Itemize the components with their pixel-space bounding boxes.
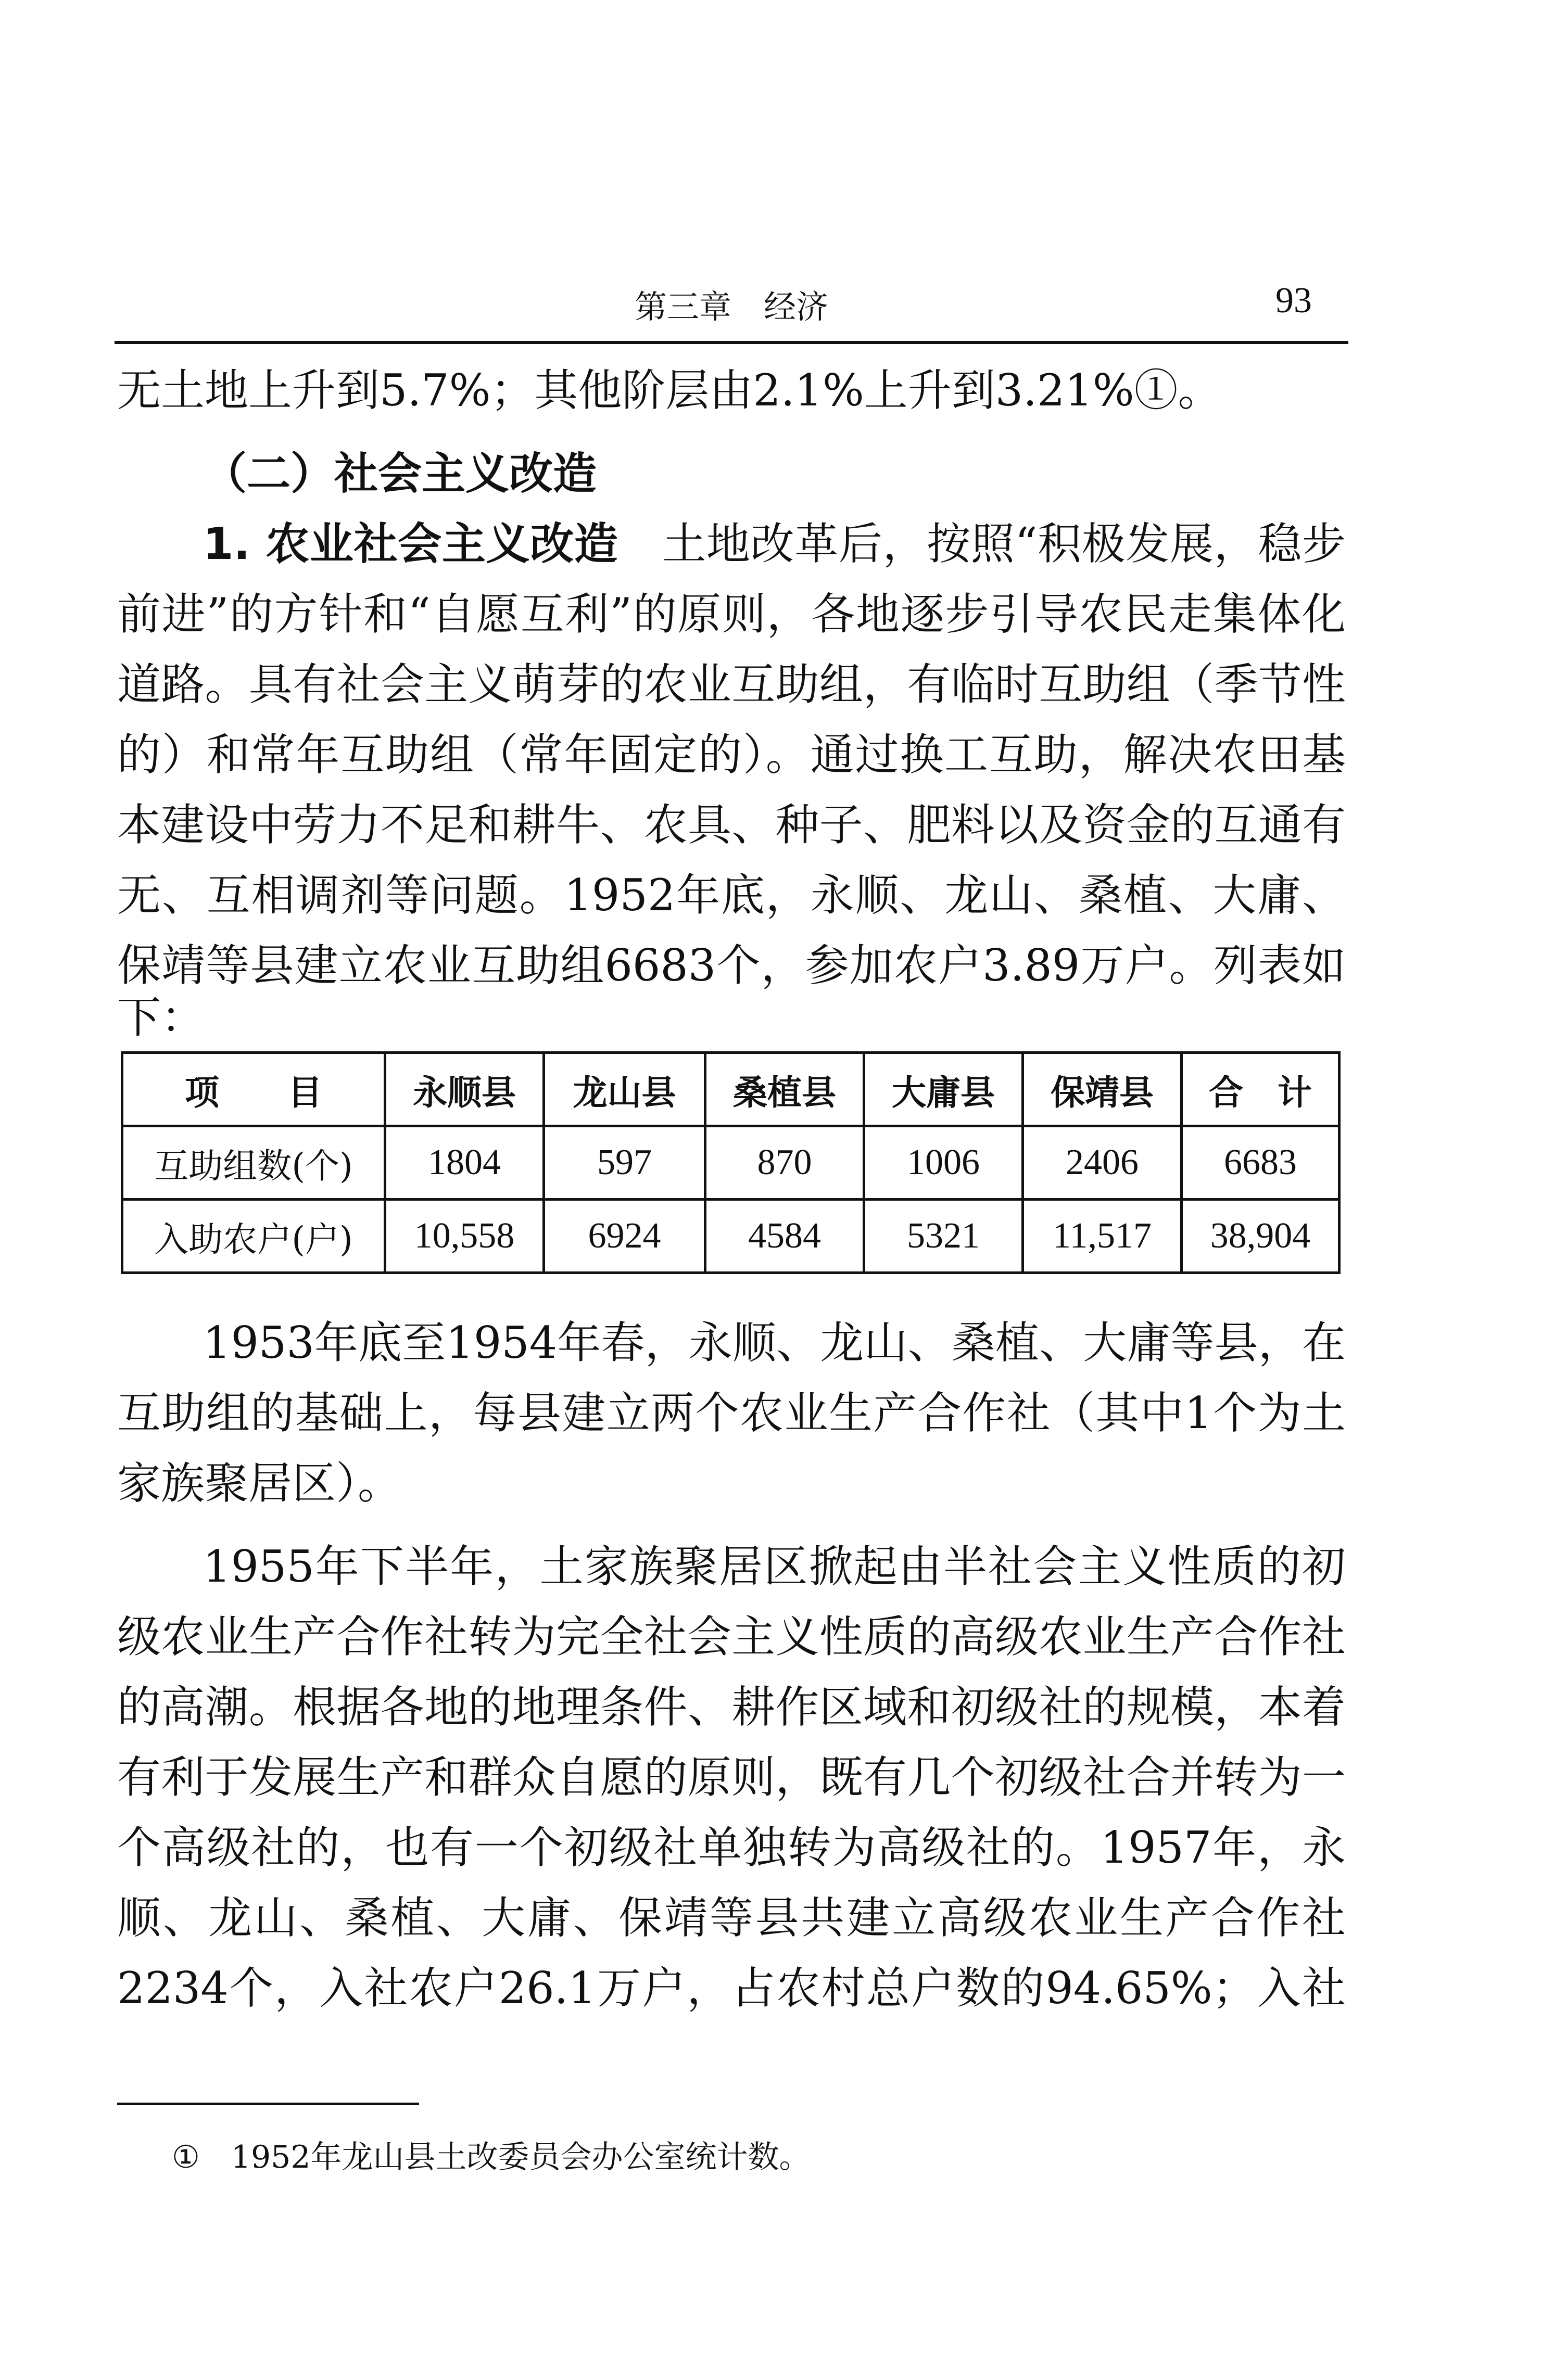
text-line: 1955年下半年，土家族聚居区掀起由半社会主义性质的初 bbox=[203, 1541, 1346, 1592]
text-line: 保靖等县建立农业互助组6683个，参加农户3.89万户。列表如 bbox=[117, 940, 1346, 991]
table-cell: 6924 bbox=[544, 1200, 705, 1273]
text-span: 土地改革后，按照“积极发展，稳步 bbox=[662, 518, 1346, 569]
table-cell: 入助农户(户) bbox=[122, 1200, 385, 1273]
footnote-text: 1952年龙山县土改委员会办公室统计数。 bbox=[231, 2139, 811, 2175]
page-header bbox=[115, 271, 1348, 328]
table-cell: 870 bbox=[705, 1126, 864, 1200]
table-cell: 597 bbox=[544, 1126, 705, 1200]
text-line: 的）和常年互助组（常年固定的）。通过换工互助，解决农田基 bbox=[117, 729, 1346, 780]
table-header-row bbox=[122, 1053, 1339, 1126]
table-cell: 互助组数(个) bbox=[122, 1126, 385, 1200]
chapter-title: 第三章 经济 bbox=[634, 288, 828, 326]
table-cell: 5321 bbox=[864, 1200, 1023, 1273]
table-cell: 11,517 bbox=[1023, 1200, 1182, 1273]
footnote-mark: ① bbox=[172, 2139, 200, 2175]
text-line: 顺、龙山、桑植、大庸、保靖等县共建立高级农业生产合作社 bbox=[117, 1892, 1346, 1943]
page-number: 93 bbox=[1275, 281, 1312, 321]
table-cell: 38,904 bbox=[1182, 1200, 1339, 1273]
table-header-cell: 永顺县 bbox=[385, 1053, 544, 1126]
table-cell: 1006 bbox=[864, 1126, 1023, 1200]
text-line: 本建设中劳力不足和耕牛、农具、种子、肥料以及资金的互通有 bbox=[117, 799, 1346, 850]
table-header-cell: 合 计 bbox=[1182, 1053, 1339, 1126]
text-line: 1953年底至1954年春，永顺、龙山、桑植、大庸等县，在 bbox=[203, 1317, 1346, 1368]
text-line: 个高级社的，也有一个初级社单独转为高级社的。1957年，永 bbox=[117, 1822, 1346, 1873]
mutual-aid-table bbox=[121, 1051, 1341, 1274]
table-header-cell: 大庸县 bbox=[864, 1053, 1023, 1126]
text-line: 无、互相调剂等问题。1952年底，永顺、龙山、桑植、大庸、 bbox=[117, 870, 1346, 921]
text-line: 的高潮。根据各地的地理条件、耕作区域和初级社的规模，本着 bbox=[117, 1682, 1346, 1733]
footnote-rule bbox=[117, 2103, 419, 2105]
table-header-cell: 项 目 bbox=[122, 1053, 385, 1126]
text-line: 2234个，入社农户26.1万户，占农村总户数的94.65%；入社 bbox=[117, 1963, 1346, 2014]
table-cell: 1804 bbox=[385, 1126, 544, 1200]
subsection-heading: 1. 农业社会主义改造 bbox=[203, 518, 618, 569]
table-header-cell: 保靖县 bbox=[1023, 1053, 1182, 1126]
footnote bbox=[172, 2134, 811, 2181]
table-cell: 2406 bbox=[1023, 1126, 1182, 1200]
paragraph-first-line bbox=[203, 513, 1346, 575]
table-header-cell: 龙山县 bbox=[544, 1053, 705, 1126]
text-line: 无土地上升到5.7%；其他阶层由2.1%上升到3.21%①。 bbox=[117, 365, 1222, 416]
text-line: 级农业生产合作社转为完全社会主义性质的高级农业生产合作社 bbox=[117, 1611, 1346, 1662]
table-cell: 4584 bbox=[705, 1200, 864, 1273]
text-line: 下： bbox=[117, 992, 205, 1043]
text-line: 道路。具有社会主义萌芽的农业互助组，有临时互助组（季节性 bbox=[117, 659, 1346, 710]
text-line: 互助组的基础上，每县建立两个农业生产合作社（其中1个为土 bbox=[117, 1388, 1346, 1439]
table-row bbox=[122, 1126, 1339, 1200]
table-row bbox=[122, 1200, 1339, 1273]
table-header-cell: 桑植县 bbox=[705, 1053, 864, 1126]
section-heading: （二）社会主义改造 bbox=[203, 448, 597, 499]
header-rule bbox=[115, 341, 1348, 344]
text-line: 家族聚居区）。 bbox=[117, 1458, 402, 1509]
table-cell: 10,558 bbox=[385, 1200, 544, 1273]
table-cell: 6683 bbox=[1182, 1126, 1339, 1200]
text-line: 有利于发展生产和群众自愿的原则，既有几个初级社合并转为一 bbox=[117, 1752, 1346, 1803]
text-line: 前进”的方针和“自愿互利”的原则，各地逐步引导农民走集体化 bbox=[117, 589, 1346, 640]
